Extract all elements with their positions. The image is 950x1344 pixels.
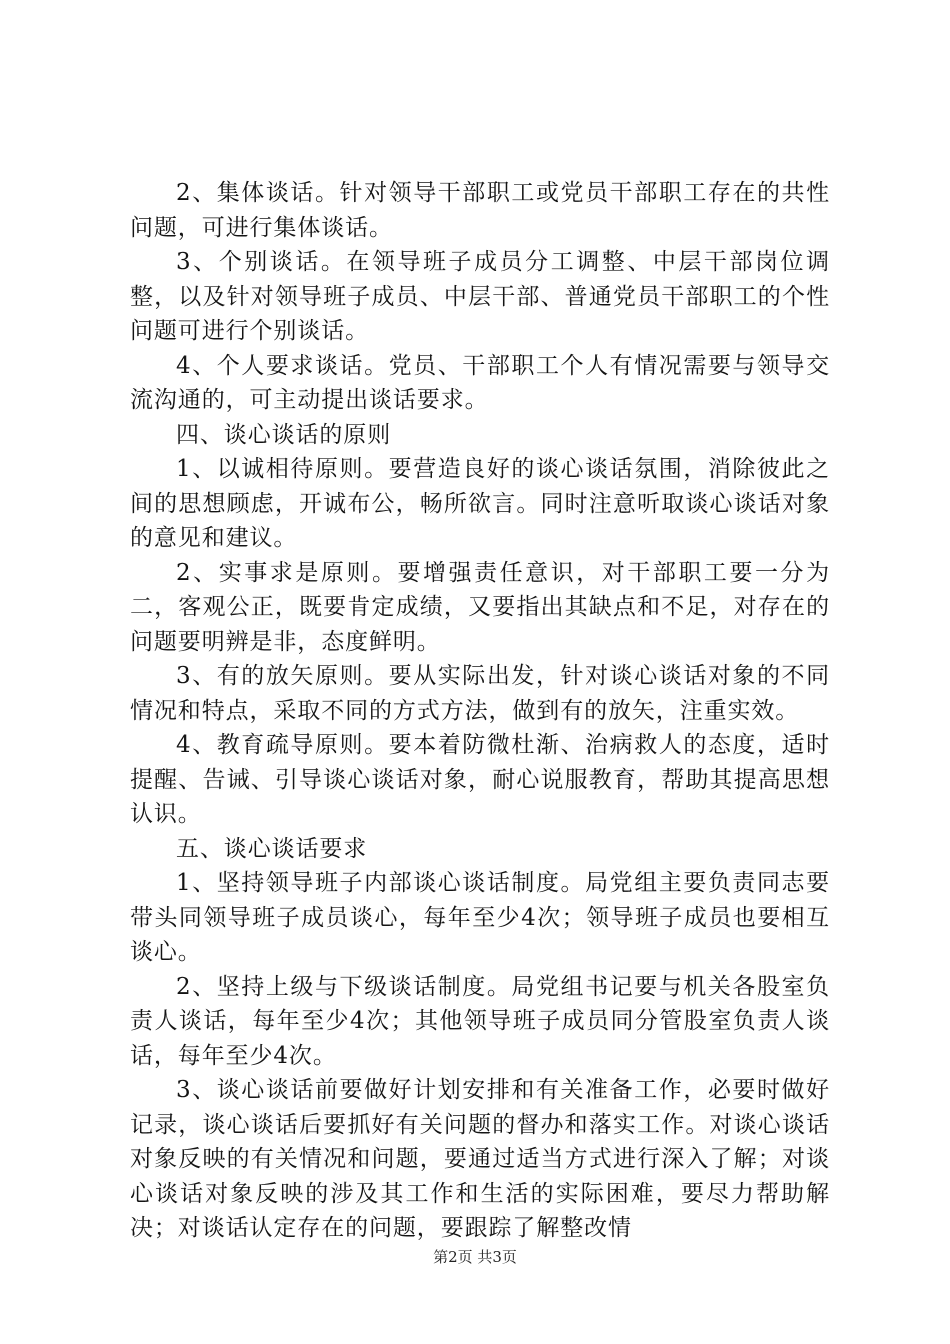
document-body: [130, 176, 830, 1246]
paragraph-individual-talk: 3、个别谈话。在领导班子成员分工调整、中层干部岗位调整，以及针对领导班子成员、中层干部、普通党员干部职工的个性问题可进行个别谈话。: [130, 249, 830, 344]
section-heading-requirements: 五、谈心谈话要求: [176, 835, 368, 862]
paragraph-fact-principle: 2、实事求是原则。要增强责任意识，对干部职工要一分为二，客观公正，既要肯定成绩，又要指出其缺点和不足，对存在的问题要明辨是非，态度鲜明。: [130, 559, 830, 655]
paragraph-education-principle: 4、教育疏导原则。要本着防微杜渐、治病救人的态度，适时提醒、告诫、引导谈心谈话对象，耐心说服教育，帮助其提高思想认识。: [130, 732, 830, 827]
paragraph-collective-talk: 2、集体谈话。针对领导干部职工或党员干部职工存在的共性问题，可进行集体谈话。: [130, 180, 830, 241]
page-footer: 第2页 共3页: [433, 1248, 517, 1266]
paragraph-sincerity-principle: 1、以诚相待原则。要营造良好的谈心谈话氛围，消除彼此之间的思想顾虑，开诚布公，畅所欲言。同时注意听取谈心谈话对象的意见和建议。: [130, 456, 830, 551]
paragraph-targeted-principle: 3、有的放矢原则。要从实际出发，针对谈心谈话对象的不同情况和特点，采取不同的方式方法，做到有的放矢，注重实效。: [130, 663, 830, 724]
paragraph-personal-request-talk: 4、个人要求谈话。党员、干部职工个人有情况需要与领导交流沟通的，可主动提出谈话要求。: [130, 352, 830, 413]
paragraph-internal-talk-system: 1、坚持领导班子内部谈心谈话制度。局党组主要负责同志要带头同领导班子成员谈心，每年至少4次；领导班子成员也要相互谈心。: [130, 870, 830, 965]
section-heading-principles: 四、谈心谈话的原则: [176, 421, 392, 448]
paragraph-superior-subordinate-talk: 2、坚持上级与下级谈话制度。局党组书记要与机关各股室负责人谈话，每年至少4次；其他领导班子成员同分管股室负责人谈话，每年至少4次。: [130, 973, 830, 1069]
paragraph-talk-preparation: 3、谈心谈话前要做好计划安排和有关准备工作，必要时做好记录，谈心谈话后要抓好有关问题的督办和落实工作。对谈心谈话对象反映的有关情况和问题，要通过适当方式进行深入了解；对谈心谈话对象反映的涉及其工作和生活的实际困难，要尽力帮助解决；对谈话认定存在的问题，要跟踪了解整改情: [130, 1077, 830, 1241]
